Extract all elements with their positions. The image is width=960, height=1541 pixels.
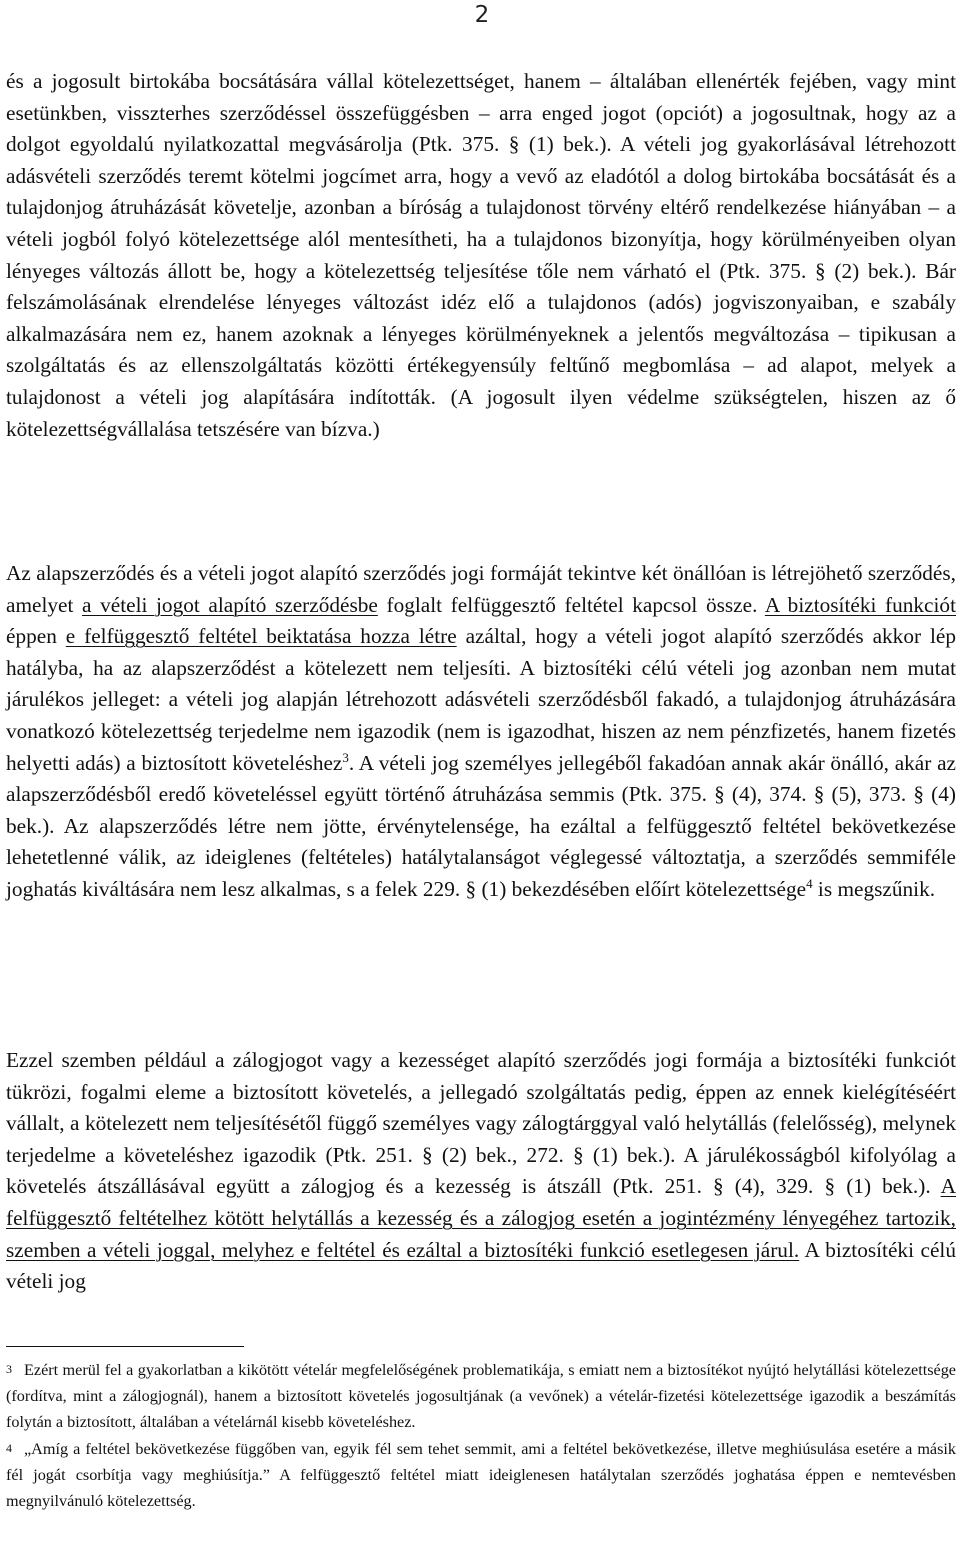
- underlined-text: a vételi jogot alapító szerződésbe: [82, 592, 378, 617]
- paragraph-text: Ezzel szemben például a zálogjogot vagy a kezességet alapító szerződés jogi formája a biztosítéki funkciót tükrözi, fogalmi eleme a biztosított követelés, a jellegadó szolgáltatás pedig, éppen az ennek kielégítéséért vállalt, a kötelezett nem teljesítésétől függő személyes vagy zálogtárggyal való helytállás (felelősség), melynek terjedelme a követeléshez igazodik (Ptk. 251. § (2) bek., 272. § (1) bek.). A járulékosságból kifolyólag a követelés átszállásával együtt a zálogjog és a kezesség is átszáll (Ptk. 251. § (4), 329. § (1) bek.).: [6, 1048, 956, 1199]
- underlined-text: A biztosítéki funkciót: [764, 592, 956, 617]
- paragraph-text: éppen: [6, 624, 66, 649]
- footnote-text: „Amíg a feltétel bekövetkezése függőben van, egyik fél sem tehet semmit, ami a feltétel bekövetkezése, illetve meghiúsulása esetére a másik fél jogát csorbítja vagy meghiúsítja.” A felfüggesztő feltétel miatt ideiglenesen hatálytalan szerződés joghatása éppen e nemtevésben megnyilvánuló kötelezettség.: [6, 1440, 956, 1510]
- paragraph-text: . A vételi jog személyes jellegéből fakadóan annak akár önálló, akár az alapszerződésből eredő követeléssel együtt történő átruházása semmis (Ptk. 375. § (4), 374. § (5), 373. § (4) bek.). Az alapszerződés létre nem jötte, érvénytelensége, ha ezáltal a felfüggesztő feltétel bekövetkezése lehetetlenné válik, az ideiglenes (feltételes) hatálytalanságot véglegessé változtatja, a szerződés semmiféle joghatás kiváltására nem lesz alkalmas, s a felek 229. § (1) bekezdésében előírt kötelezettsége: [6, 750, 956, 901]
- paragraph-text: is megszűnik.: [812, 876, 936, 901]
- footnote-3: [6, 1356, 956, 1435]
- footnote-separator: [6, 1346, 244, 1347]
- paragraph-text: foglalt felfüggesztő feltétel kapcsol össze.: [377, 592, 765, 617]
- footnote-reference-3: 3: [342, 749, 349, 765]
- body-paragraph-1: [6, 66, 956, 445]
- paragraph-text: azáltal, hogy a vételi jogot alapító szerződés akkor lép hatályba, ha az alapszerződést a kötelezett nem teljesíti. A biztosítéki célú vételi jog azonban nem mutat járulékos jelleget: a vételi jog alapján létrehozott adásvételi szerződésből fakadó, a tulajdonjog átruházására vonatkozó kötelezettség terjedelme nem igazodik (nem is igazodhat, hiszen az nem pénzfizetés, hanem fizetés helyetti adás) a biztosított követeléshez: [6, 624, 956, 775]
- footnote-mark: 3: [6, 1362, 12, 1376]
- footnotes: [6, 1356, 956, 1514]
- underlined-text: e felfüggesztő feltétel beiktatása hozza létre: [65, 624, 457, 649]
- footnote-text: Ezért merül fel a gyakorlatban a kikötött vételár megfelelőségének problematikája, s emiatt nem a biztosítékot nyújtó helytállási kötelezettsége (fordítva, mint a zálogjognál), hanem a biztosított követelés jogosultjának (a vevőnek) a vételár-fizetési kötelezettsége igazodik a beszámítás folytán a biztosított, általában a vételárnál kisebb követeléshez.: [6, 1361, 956, 1431]
- paragraph-text: A biztosítéki célú vételi jog: [6, 1237, 956, 1294]
- paragraph-text: Az alapszerződés és a vételi jogot alapító szerződés jogi formáját tekintve két önállóan is létrejöhető szerződés, amelyet: [6, 561, 956, 617]
- footnote-4: [6, 1435, 956, 1514]
- page-number: 2: [474, 2, 490, 28]
- underlined-text: A felfüggesztő feltételhez kötött helytállás a kezesség és a zálogjog esetén a jogintézmény lényegéhez tartozik, szemben a vételi joggal, melyhez e feltétel és ezáltal a biztosítéki funkció esetlegesen járul.: [6, 1174, 956, 1262]
- body-paragraph-3: [6, 1045, 956, 1298]
- paragraph-text: és a jogosult birtokába bocsátására vállal kötelezettséget, hanem – általában ellenérték fejében, vagy mint esetünkben, visszterhes szerződéssel összefüggésben – arra enged jogot (opciót) a jogosultnak, hogy az a dolgot egyoldalú nyilatkozattal megvásárolja (Ptk. 375. § (1) bek.). A vételi jog gyakorlásával létrehozott adásvételi szerződés teremt kötelmi jogcímet arra, hogy a vevő az eladótól a dolog birtokába bocsátását és a tulajdonjog átruházását követelje, azonban a bíróság a tulajdonost törvény eltérő rendelkezése hiányában – a vételi jogból folyó kötelezettsége alól mentesítheti, ha a tulajdonos bizonyítja, hogy körülményeiben olyan lényeges változás állott be, hogy a kötelezettség teljesítése tőle nem várható el (Ptk. 375. § (2) bek.). Bár felszámolásának elrendelése lényeges változást idéz elő a tulajdonos (adós) jogviszonyaiban, e szabály alkalmazására nem ez, hanem azoknak a lényeges körülményeknek a jelentős megváltozása – tipikusan a szolgáltatás és az ellenszolgáltatás közötti értékegyensúly feltűnő megbomlása – ad alapot, melyek a tulajdonost a vételi jog alapítására indították. (A jogosult ilyen védelme szükségtelen, hiszen az ő kötelezettségvállalása tetszésére van bízva.): [6, 69, 956, 441]
- footnote-reference-4: 4: [806, 875, 813, 891]
- footnote-mark: 4: [6, 1441, 12, 1455]
- body-paragraph-2: [6, 558, 956, 906]
